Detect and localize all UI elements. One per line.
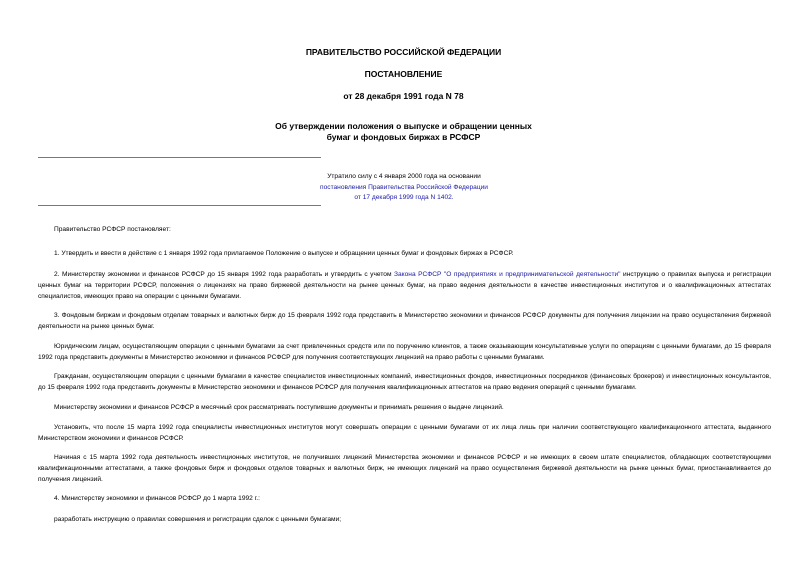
org-title: ПРАВИТЕЛЬСТВО РОССИЙСКОЙ ФЕДЕРАЦИИ	[305, 47, 502, 57]
paragraph-2	[38, 270, 771, 302]
repeal-note-text: Утратило силу с 4 января 2000 года на основании	[327, 173, 481, 180]
bottom-divider	[38, 205, 321, 206]
doc-date: от 28 декабря 1991 года N 78	[343, 91, 464, 101]
paragraph-2-text-b: инструкцию о правилах выпуска и регистрации ценных бумаг на территории РСФСР, положения о лицензиях на право биржевой деятельности на рынке ценных бумаг, на право ведения деятельности в качестве инвестиционных институтов и о квалификационных аттестатах специалистов, имеющих право на операции с ценными бумагами.	[38, 271, 772, 300]
top-divider	[38, 157, 321, 158]
paragraph-4: Юридическим лицам, осуществляющим операции с ценными бумагами за счет привлеченных средств или по поручению клиентов, а также оказывающим консультативные услуги по операциям с ценными бумагами, до 15 февраля 1992 года представить документы в Министерство экономики и финансов РСФСР для получения соответствующих лицензий на право работы с ценными бумагами.	[38, 343, 771, 361]
paragraph-6: Министерству экономики и финансов РСФСР в месячный срок рассматривать поступившие документы и принимать решения о выдаче лицензий.	[54, 404, 504, 411]
repeal-note	[300, 172, 508, 204]
paragraph-8: Начиная с 15 марта 1992 года деятельность инвестиционных институтов, не получивших лицензий Министерства экономики и финансов РСФСР и не имеющих в своем штате специалистов, обладающих соответствующими квалификационными аттестатами, а также фондовых бирж и фондовых отделов товарных и валютных бирж, не имеющих лицензий на право осуществления биржевой деятельности на рынке ценных бумаг, приостанавливается до получения лицензий.	[38, 454, 771, 483]
doc-title-line1: Об утверждении положения о выпуске и обращении ценных	[275, 121, 532, 131]
doc-title-line2: бумаг и фондовых биржах в РСФСР	[326, 132, 481, 142]
repeal-link-2[interactable]: от 17 декабря 1999 года N 1402.	[354, 194, 454, 201]
paragraph-7: Установить, что после 15 марта 1992 года специалисты инвестиционных институтов могут совершать операции с ценными бумагами от их лица лишь при наличии соответствующего квалификационного аттестата, выданного Министерством экономики и финансов РСФСР.	[38, 424, 771, 442]
doc-type: ПОСТАНОВЛЕНИЕ	[364, 69, 443, 79]
paragraph-intro: Правительство РСФСР постановляет:	[54, 226, 171, 233]
law-link[interactable]: Закона РСФСР "О предприятиях и предпринимательской деятельности"	[394, 271, 621, 278]
paragraph-9: 4. Министерству экономики и финансов РСФСР до 1 марта 1992 г.:	[54, 495, 260, 502]
paragraph-10: разработать инструкцию о правилах совершения и регистрации сделок с ценными бумагами;	[54, 516, 342, 523]
paragraph-3: 3. Фондовым биржам и фондовым отделам товарных и валютных бирж до 15 февраля 1992 года представить в Министерство экономики и финансов РСФСР документы для получения лицензии на право осуществления биржевой деятельности на рынке ценных бумаг.	[38, 312, 771, 330]
paragraph-2-text-a: 2. Министерству экономики и финансов РСФСР до 15 января 1992 года разработать и утвердить с учетом	[54, 271, 395, 278]
paragraph-5: Гражданам, осуществляющим операции с ценными бумагами в качестве специалистов инвестиционных компаний, инвестиционных фондов, инвестиционных посредников (финансовых брокеров) и инвестиционных консультантов, до 15 февраля 1992 года представить документы в Министерство экономики и финансов РСФСР для получения квалификационных аттестатов на право ведения операций с ценными бумагами.	[38, 373, 771, 391]
paragraph-1: 1. Утвердить и ввести в действие с 1 января 1992 года прилагаемое Положение о выпуске и обращении ценных бумаг и фондовых биржах в РСФСР.	[54, 250, 514, 257]
repeal-link-1[interactable]: постановления Правительства Российской Федерации	[320, 183, 488, 191]
